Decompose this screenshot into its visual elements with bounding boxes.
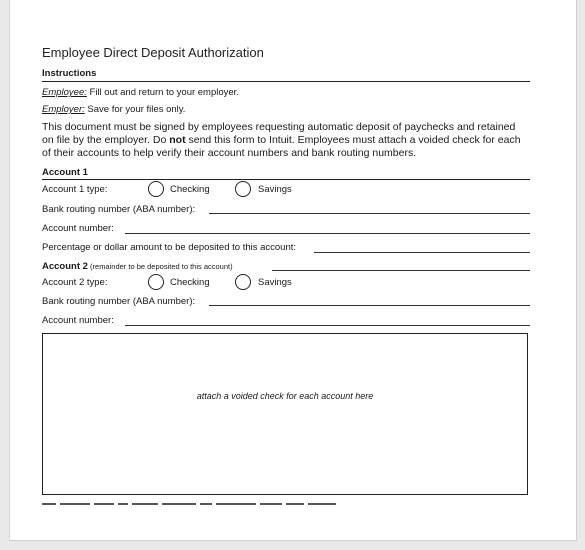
account1-routing-field[interactable] <box>209 213 530 214</box>
account2-checking-radio[interactable] <box>148 274 164 290</box>
account1-savings-label: Savings <box>258 184 292 195</box>
account1-savings-radio[interactable] <box>235 181 251 197</box>
account1-routing-label: Bank routing number (ABA number): <box>42 204 196 215</box>
employer-text: Save for your files only. <box>84 104 186 115</box>
voided-check-attachment-area <box>42 333 528 495</box>
account1-percentage-label: Percentage or dollar amount to be deposited to this account: <box>42 242 297 253</box>
para-part1: This document must be signed by employees requesting automatic deposit of paychecks and retained on file by the employer. Do <box>42 121 516 146</box>
para-bold: not <box>169 134 186 146</box>
instructions-divider <box>42 81 530 82</box>
clipped-next-line <box>42 498 362 506</box>
account2-routing-field[interactable] <box>209 305 530 306</box>
account2-number-field[interactable] <box>125 325 530 326</box>
instructions-heading: Instructions <box>42 68 97 79</box>
account2-checking-label: Checking <box>170 277 210 288</box>
employer-instruction <box>42 104 185 115</box>
account2-routing-label: Bank routing number (ABA number): <box>42 296 196 307</box>
account2-number-label: Account number: <box>42 315 114 326</box>
account2-savings-radio[interactable] <box>235 274 251 290</box>
account1-percentage-field[interactable] <box>314 252 530 253</box>
account2-heading-line <box>42 261 233 272</box>
document-title: Employee Direct Deposit Authorization <box>42 45 264 60</box>
employee-label: Employee: <box>42 87 87 98</box>
account2-heading: Account 2 <box>42 261 88 272</box>
attach-instruction: attach a voided check for each account here <box>196 391 374 401</box>
para-part2: send this form to Intuit. Employees must attach a voided check for each of their accounts to help verify their account numbers and bank routing numbers. <box>42 134 521 159</box>
account1-heading: Account 1 <box>42 167 88 178</box>
employee-instruction <box>42 87 239 98</box>
employer-label: Employer: <box>42 104 85 115</box>
instructions-paragraph <box>42 121 522 160</box>
account1-number-field[interactable] <box>125 233 530 234</box>
employee-text: Fill out and return to your employer. <box>86 87 239 98</box>
account2-heading-note: (remainder to be deposited to this account) <box>87 262 233 271</box>
account1-checking-radio[interactable] <box>148 181 164 197</box>
account1-number-label: Account number: <box>42 223 114 234</box>
account2-type-label: Account 2 type: <box>42 277 108 288</box>
account2-savings-label: Savings <box>258 277 292 288</box>
account1-type-label: Account 1 type: <box>42 184 108 195</box>
account1-checking-label: Checking <box>170 184 210 195</box>
account1-divider <box>42 179 530 180</box>
account2-heading-line-fill <box>272 270 530 271</box>
